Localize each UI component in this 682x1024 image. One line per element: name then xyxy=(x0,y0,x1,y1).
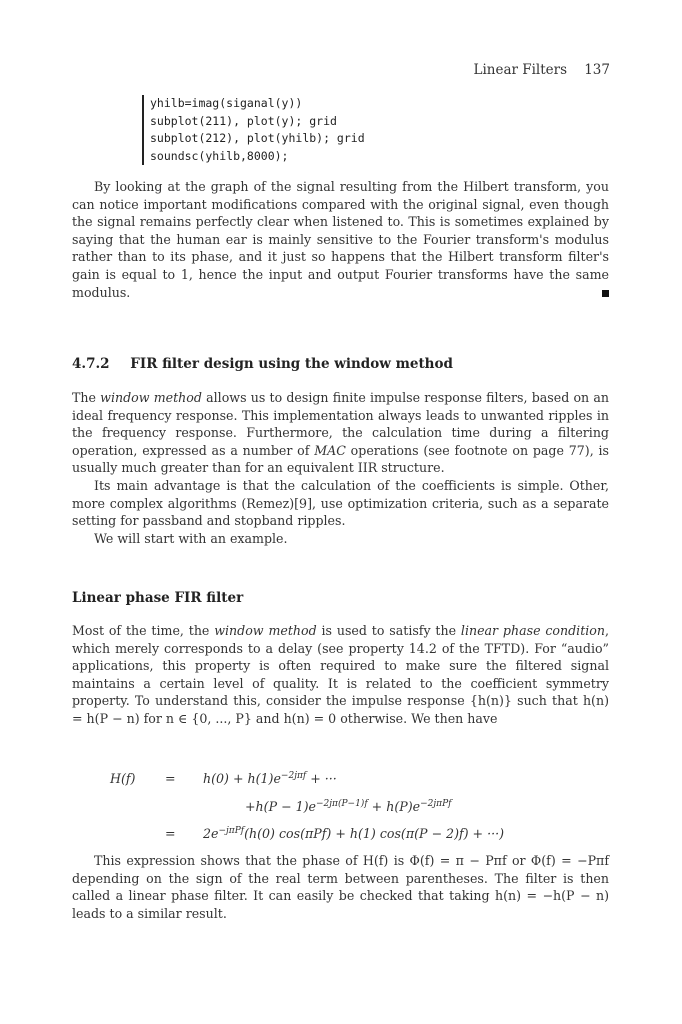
window-paragraph-1: The window method allows us to design finite impulse response filters, based on an ideal frequency response. This implementation always leads to unwanted ripples in the frequency response. Furthermore, the calculation time during a filtering operation, expressed as a number of MAC operations (see footnote on page 77), is usually much greater than for an equivalent IIR structure. xyxy=(72,390,609,476)
phase-paragraph-block xyxy=(72,852,609,922)
equals-sign: = xyxy=(165,826,176,841)
window-paragraph-2: Its main advantage is that the calculation of the coefficients is simple. Other, more complex algorithms (Remez)[9], use optimization criteria, such as a separate setting for passband and stopband ripples. xyxy=(72,477,609,529)
running-header xyxy=(473,62,610,78)
code-line: soundsc(yhilb,8000); xyxy=(150,148,289,163)
hilbert-paragraph-block xyxy=(72,178,609,301)
window-method-term: window method xyxy=(214,623,317,638)
mac-term: MAC xyxy=(314,442,346,458)
equation-row-1: $h(0) + h(1)e^{-2j\pi f}$ + ··· xyxy=(203,771,337,786)
running-title: Linear Filters xyxy=(473,62,568,78)
hilbert-paragraph: By looking at the graph of the signal resulting from the Hilbert transform, you can notice important modifications compared with the original signal, even though the signal remains perfectly clear when listened to. This is sometimes explained by saying that the human ear is mainly sensitive to the Fourier transform's modulus rather than to its phase, and it just so happens that the Hilbert transform filter's gain is equal to 1, hence the input and output Fourier transforms have the same modulus. xyxy=(72,179,609,300)
section-number: 4.7.2 xyxy=(72,356,110,372)
subsection-heading: Linear phase FIR filter xyxy=(72,590,244,606)
end-of-example-mark xyxy=(602,290,609,297)
equation-row-3: $2e^{-j\pi Pf}(h(0) \cos(\pi Pf) + h(1) \cos(\pi(P - 2)f)$ + ···) xyxy=(203,826,505,841)
window-method-term: window method xyxy=(100,390,202,405)
code-listing xyxy=(142,95,365,165)
equation-lhs: H(f) xyxy=(110,771,136,786)
equals-sign: = xyxy=(165,771,176,786)
phase-paragraph: This expression shows that the phase of H(f) is Φ(f) = π − Pπf or Φ(f) = −Pπf depending on the sign of the real term between parentheses. The filter is then called a linear phase filter. It can easily be checked that taking h(n) = −h(P − n) leads to a similar result. xyxy=(72,853,609,921)
window-paragraph-3: We will start with an example. xyxy=(94,530,288,546)
linear-phase-paragraph: Most of the time, the window method is used to satisfy the linear phase condition, which merely corresponds to a delay (see property 14.2 of the TFTD). For “audio” applications, this property is often required to make sure the filtered signal maintains a certain level of quality. It is related to the coefficient symmetry property. To understand this, consider the impulse response {h(n)} such that h(n) = h(P − n) for n ∈ {0, ..., P} and h(n) = 0 otherwise. We then have xyxy=(72,623,610,726)
code-line: subplot(212), plot(yhilb); grid xyxy=(150,131,365,145)
code-line: subplot(211), plot(y); grid xyxy=(150,113,337,128)
section-heading xyxy=(72,356,453,372)
window-method-paragraphs xyxy=(72,389,609,547)
linear-phase-term: linear phase condition xyxy=(460,623,605,638)
code-line: yhilb=imag(siganal(y)) xyxy=(150,96,303,110)
section-title: FIR filter design using the window method xyxy=(130,356,453,372)
equation-row-2: $+h(P - 1)e^{-2j\pi(P-1)f} + h(P)e^{-2j\pi Pf}$ xyxy=(245,799,452,814)
page-number: 137 xyxy=(584,62,610,78)
